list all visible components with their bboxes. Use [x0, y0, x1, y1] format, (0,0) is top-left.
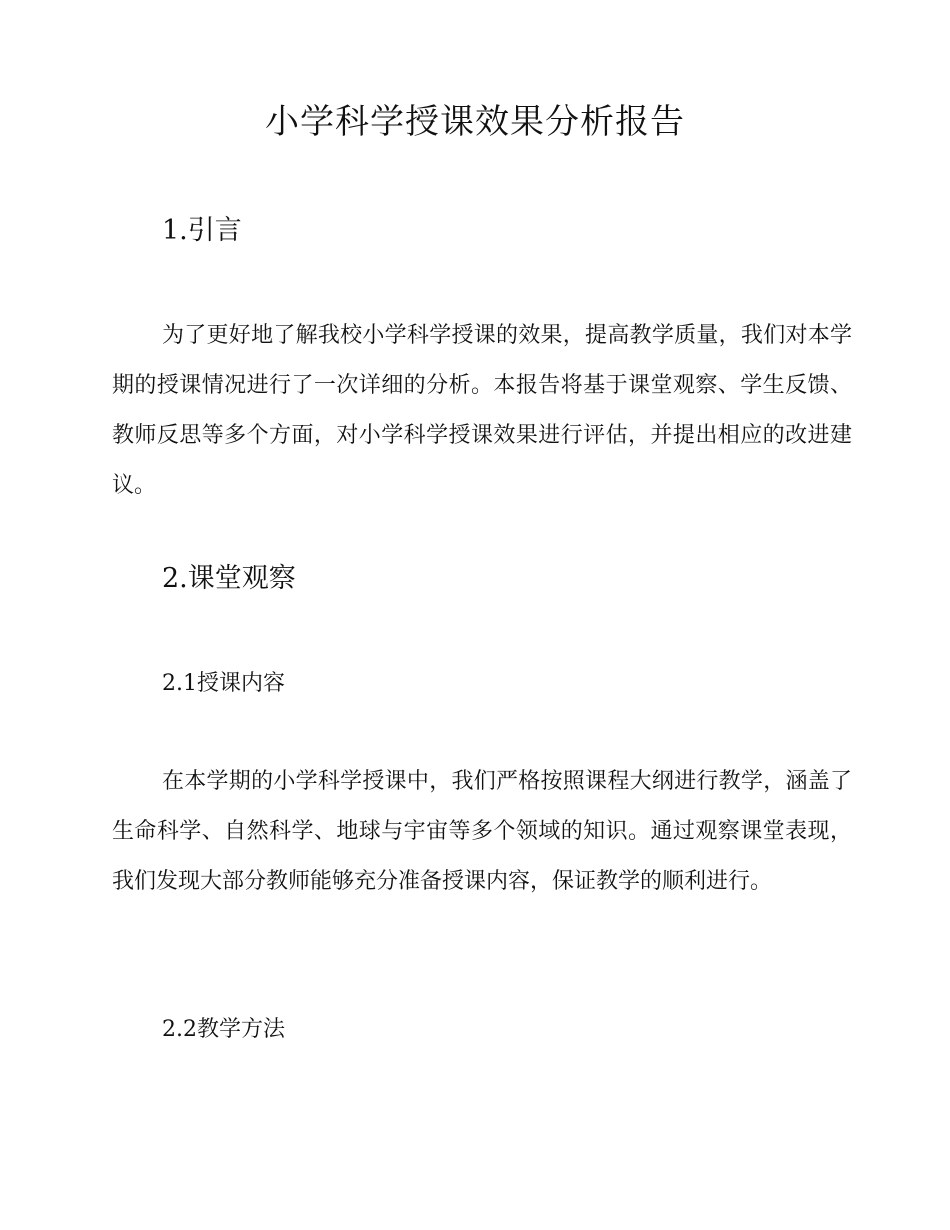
teaching-content-paragraph: 在本学期的小学科学授课中，我们严格按照课程大纲进行教学，涵盖了生命科学、自然科学、地球与宇宙等多个领域的知识。通过观察课堂表现，我们发现大部分教师能够充分准备授课内容，保证教学的顺利进行。	[112, 769, 852, 894]
introduction-paragraph: 为了更好地了解我校小学科学授课的效果，提高教学质量，我们对本学期的授课情况进行了一次详细的分析。本报告将基于课堂观察、学生反馈、教师反思等多个方面，对小学科学授课效果进行评估，并提出相应的改进建议。	[112, 323, 852, 498]
subsection-heading-teaching-methods: 2.2教学方法	[162, 1017, 285, 1042]
section-heading-introduction: 1.引言	[162, 215, 242, 246]
section-heading-classroom-observation: 2.课堂观察	[162, 563, 296, 594]
document-title: 小学科学授课效果分析报告	[265, 102, 685, 142]
subsection-heading-teaching-content: 2.1授课内容	[162, 671, 285, 696]
